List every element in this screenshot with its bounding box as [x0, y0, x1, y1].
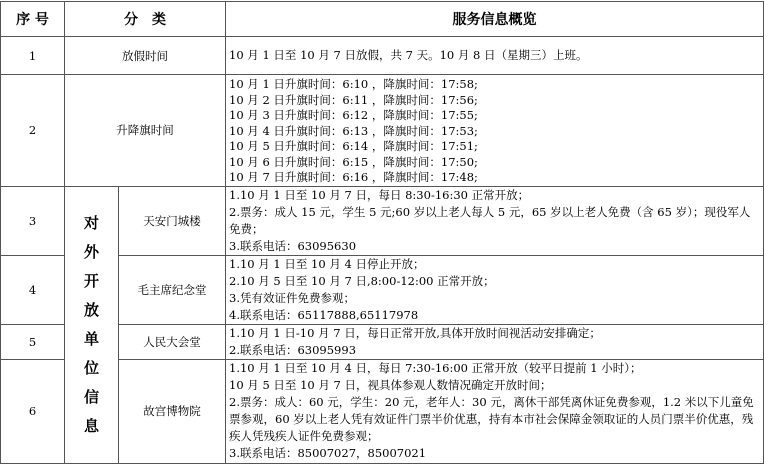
info-line: 10 月 2 日升旗时间：6:11 ，降旗时间：17:56;	[229, 92, 478, 107]
row-category: 故宫博物院	[119, 359, 226, 463]
info-line: 10 月 6 日升旗时间：6:15 ，降旗时间：17:50;	[229, 154, 478, 169]
info-line: 10 月 1 日升旗时间：6:10 ，降旗时间：17:58;	[229, 77, 478, 91]
info-line: 2.票务：成人：60 元，学生：20 元，老年人：30 元，离休干部凭离休证免费参观，1.2 米以下儿童免票参观，60 岁以上老人凭有效证件门票半价优惠，持有本市社会保障金领取证的人员门票半价优惠，残疾人凭残疾人证件免费参观；	[229, 395, 754, 443]
row-category: 人民大会堂	[119, 324, 226, 359]
side-char: 对	[83, 213, 99, 232]
header-row	[1, 2, 764, 37]
side-char: 位	[83, 358, 99, 377]
row-info	[226, 324, 764, 359]
side-char: 息	[83, 416, 99, 435]
table-row	[1, 37, 764, 75]
info-line: 1.10 月 1 日至 10 月 4 日，每日 7:30-16:00 正常开放（较平日提前 1 小时）；	[229, 361, 642, 375]
table-row	[1, 75, 764, 187]
info-line: 1.10 月 1 日至 10 月 7 日，每日 8:30-16:30 正常开放；	[229, 187, 530, 202]
info-line: 10 月 3 日升旗时间：6:12 ，降旗时间：17:55;	[229, 108, 478, 122]
header-no: 序 号	[1, 2, 65, 37]
info-line: 10 月 4 日升旗时间：6:13 ，降旗时间：17:53;	[229, 123, 478, 138]
row-category: 毛主席纪念堂	[119, 255, 226, 324]
side-char: 开	[83, 271, 99, 290]
info-line: 3.联系电话：63095630	[229, 238, 357, 253]
row-no: 1	[1, 37, 65, 75]
side-char: 外	[83, 242, 99, 261]
table-row	[1, 186, 764, 255]
info-line: 3.凭有效证件免费参观；	[229, 290, 355, 305]
info-line: 4.联系电话：65117888,65117978	[229, 307, 419, 322]
info-line: 2.票务：成人 15 元，学生 5 元;60 岁以上老人每人 5 元，65 岁以上老人免费（含 65 岁）；现役军人免费；	[229, 204, 751, 236]
row-category: 天安门城楼	[119, 186, 226, 255]
row-info	[226, 75, 764, 187]
row-info	[226, 359, 764, 463]
row-no: 4	[1, 255, 65, 324]
header-category: 分 类	[65, 2, 226, 37]
row-category: 放假时间	[65, 37, 226, 75]
info-line: 2.10 月 5 日至 10 月 7 日,8:00-12:00 正常开放；	[229, 273, 495, 288]
info-line: 10 月 5 日升旗时间：6:14 ，降旗时间：17:51;	[229, 139, 478, 153]
side-char: 放	[83, 300, 99, 319]
row-info	[226, 37, 764, 75]
header-info: 服务信息概览	[226, 2, 764, 37]
row-no: 6	[1, 359, 65, 463]
info-line: 3.联系电话：85007027，85007021	[229, 446, 427, 460]
info-line: 10 月 5 日至 10 月 7 日，视具体参观人数情况确定开放时间；	[229, 378, 552, 392]
row-info	[226, 255, 764, 324]
side-label-open-units	[65, 186, 119, 463]
row-no: 2	[1, 75, 65, 187]
info-line: 2.联系电话：63095993	[229, 342, 357, 357]
info-line: 10 月 1 日至 10 月 7 日放假，共 7 天。10 月 8 日（星期三）上班。	[229, 48, 588, 62]
info-line: 1.10 月 1 日至 10 月 4 日停止开放；	[229, 256, 425, 271]
row-no: 5	[1, 324, 65, 359]
row-info	[226, 186, 764, 255]
holiday-service-table	[0, 1, 764, 464]
side-char: 信	[83, 387, 99, 406]
row-category: 升降旗时间	[65, 75, 226, 187]
row-no: 3	[1, 186, 65, 255]
info-line: 1.10 月 1 日-10 月 7 日，每日正常开放,具体开放时间视活动安排确定；	[229, 325, 601, 340]
info-line: 10 月 7 日升旗时间：6:16 ，降旗时间：17:48;	[229, 170, 478, 184]
side-char: 单	[83, 329, 99, 348]
